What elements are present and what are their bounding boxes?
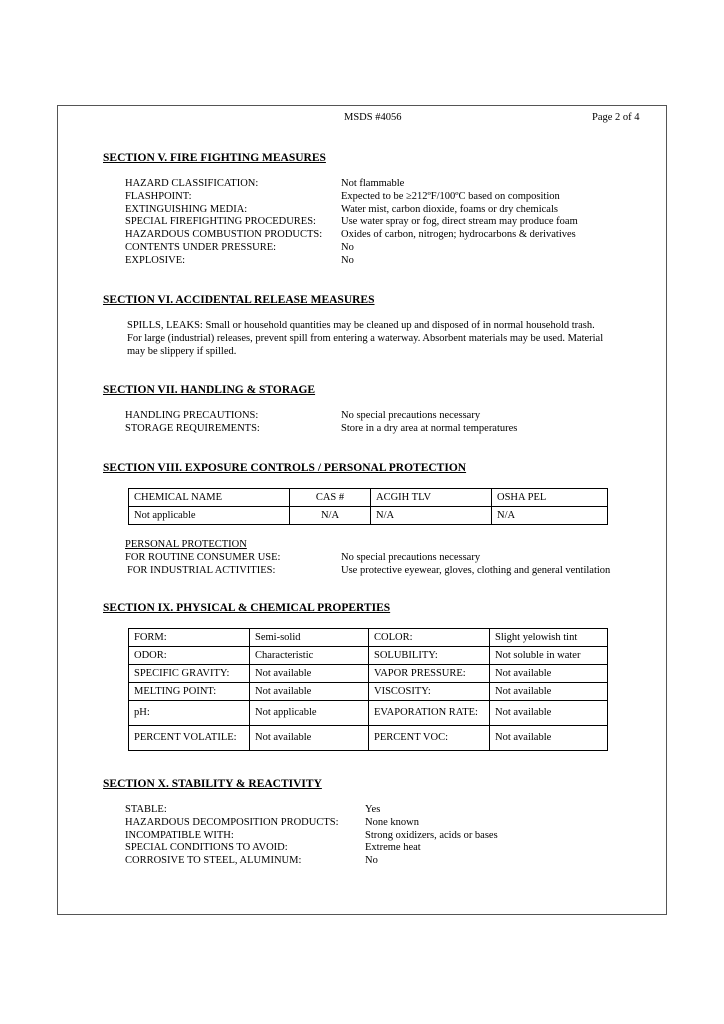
table-cell: VAPOR PRESSURE: — [369, 665, 490, 683]
exposure-table — [128, 488, 608, 525]
table-cell: EVAPORATION RATE: — [369, 701, 490, 726]
table-cell: N/A — [492, 507, 608, 525]
table-row — [129, 647, 608, 665]
list-item: HAZARD CLASSIFICATION: Not flammable — [125, 178, 405, 189]
table-row — [129, 683, 608, 701]
list-item: SPECIAL CONDITIONS TO AVOID: Extreme heat — [125, 842, 421, 854]
table-cell: Not available — [490, 726, 608, 751]
table-header-cell: ACGIH TLV — [371, 489, 492, 507]
table-cell: Not available — [250, 726, 369, 751]
list-item: FLASHPOINT: Expected to be ≥212ºF/100ºC based on composition — [125, 190, 560, 202]
section-5-title: SECTION V. FIRE FIGHTING MEASURES — [103, 152, 326, 164]
table-cell: VISCOSITY: — [369, 683, 490, 701]
table-cell: Not available — [490, 665, 608, 683]
section-5-list — [125, 178, 578, 268]
table-row — [129, 489, 608, 507]
section-8-title: SECTION VIII. EXPOSURE CONTROLS / PERSONAL PROTECTION — [103, 462, 467, 474]
list-item: FOR INDUSTRIAL ACTIVITIES: Use protective eyewear, gloves, clothing and general ventilation — [127, 564, 611, 576]
personal-protection-title: PERSONAL PROTECTION — [125, 539, 247, 550]
page-number: Page 2 of 4 — [592, 112, 640, 123]
list-item: CORROSIVE TO STEEL, ALUMINUM: No — [125, 855, 378, 867]
table-cell: SOLUBILITY: — [369, 647, 490, 665]
list-item: HANDLING PRECAUTIONS: No special precautions necessary — [125, 410, 481, 421]
list-item: HAZARDOUS COMBUSTION PRODUCTS: Oxides of carbon, nitrogen; hydrocarbons & derivatives — [125, 229, 576, 241]
table-cell: PERCENT VOLATILE: — [129, 726, 250, 751]
table-cell: Not applicable — [129, 507, 290, 525]
table-cell: Semi-solid — [250, 629, 369, 647]
table-row — [129, 665, 608, 683]
section-7-list — [125, 410, 517, 436]
section-10-title: SECTION X. STABILITY & REACTIVITY — [103, 778, 322, 790]
table-cell: N/A — [290, 507, 371, 525]
table-cell: MELTING POINT: — [129, 683, 250, 701]
document-id: MSDS #4056 — [344, 112, 402, 123]
properties-table — [128, 628, 608, 751]
table-row — [129, 701, 608, 726]
section-6-title: SECTION VI. ACCIDENTAL RELEASE MEASURES — [103, 294, 375, 306]
table-cell: Slight yelowish tint — [490, 629, 608, 647]
personal-protection — [125, 539, 610, 577]
table-cell: FORM: — [129, 629, 250, 647]
table-cell: ODOR: — [129, 647, 250, 665]
table-cell: Not available — [490, 701, 608, 726]
table-cell: SPECIFIC GRAVITY: — [129, 665, 250, 683]
list-item: SPECIAL FIREFIGHTING PROCEDURES: Use water spray or fog, direct stream may produce foam — [125, 216, 578, 228]
list-item: CONTENTS UNDER PRESSURE: No — [125, 241, 354, 253]
section-6-text: SPILLS, LEAKS: Small or household quantities may be cleaned up and disposed of in normal household trash. For large (industrial) releases, prevent spill from entering a waterway. Absorbent materials may be used. Material may be slippery if spilled. — [127, 320, 604, 357]
list-item: HAZARDOUS DECOMPOSITION PRODUCTS: None known — [125, 816, 419, 828]
section-10-list — [125, 804, 498, 868]
section-9-title: SECTION IX. PHYSICAL & CHEMICAL PROPERTIES — [103, 602, 391, 614]
table-row — [129, 726, 608, 751]
table-cell: Not available — [490, 683, 608, 701]
list-item: EXTINGUISHING MEDIA: Water mist, carbon dioxide, foams or dry chemicals — [125, 203, 558, 215]
table-cell: Not available — [250, 683, 369, 701]
table-cell: Not available — [250, 665, 369, 683]
table-cell: Not soluble in water — [490, 647, 608, 665]
table-row — [129, 507, 608, 525]
table-cell: N/A — [371, 507, 492, 525]
list-item: STORAGE REQUIREMENTS: Store in a dry area at normal temperatures — [125, 422, 518, 434]
table-cell: Characteristic — [250, 647, 369, 665]
table-cell: pH: — [129, 701, 250, 726]
table-cell: PERCENT VOC: — [369, 726, 490, 751]
table-header-cell: CHEMICAL NAME — [129, 489, 290, 507]
table-cell: Not applicable — [250, 701, 369, 726]
section-7-title: SECTION VII. HANDLING & STORAGE — [103, 384, 316, 396]
table-header-cell: OSHA PEL — [492, 489, 608, 507]
table-header-cell: CAS # — [290, 489, 371, 507]
table-row — [129, 629, 608, 647]
list-item: INCOMPATIBLE WITH: Strong oxidizers, acids or bases — [125, 829, 498, 841]
list-item: EXPLOSIVE: No — [125, 254, 354, 266]
list-item: STABLE: Yes — [125, 804, 381, 815]
list-item: FOR ROUTINE CONSUMER USE: No special precautions necessary — [125, 551, 481, 563]
table-cell: COLOR: — [369, 629, 490, 647]
